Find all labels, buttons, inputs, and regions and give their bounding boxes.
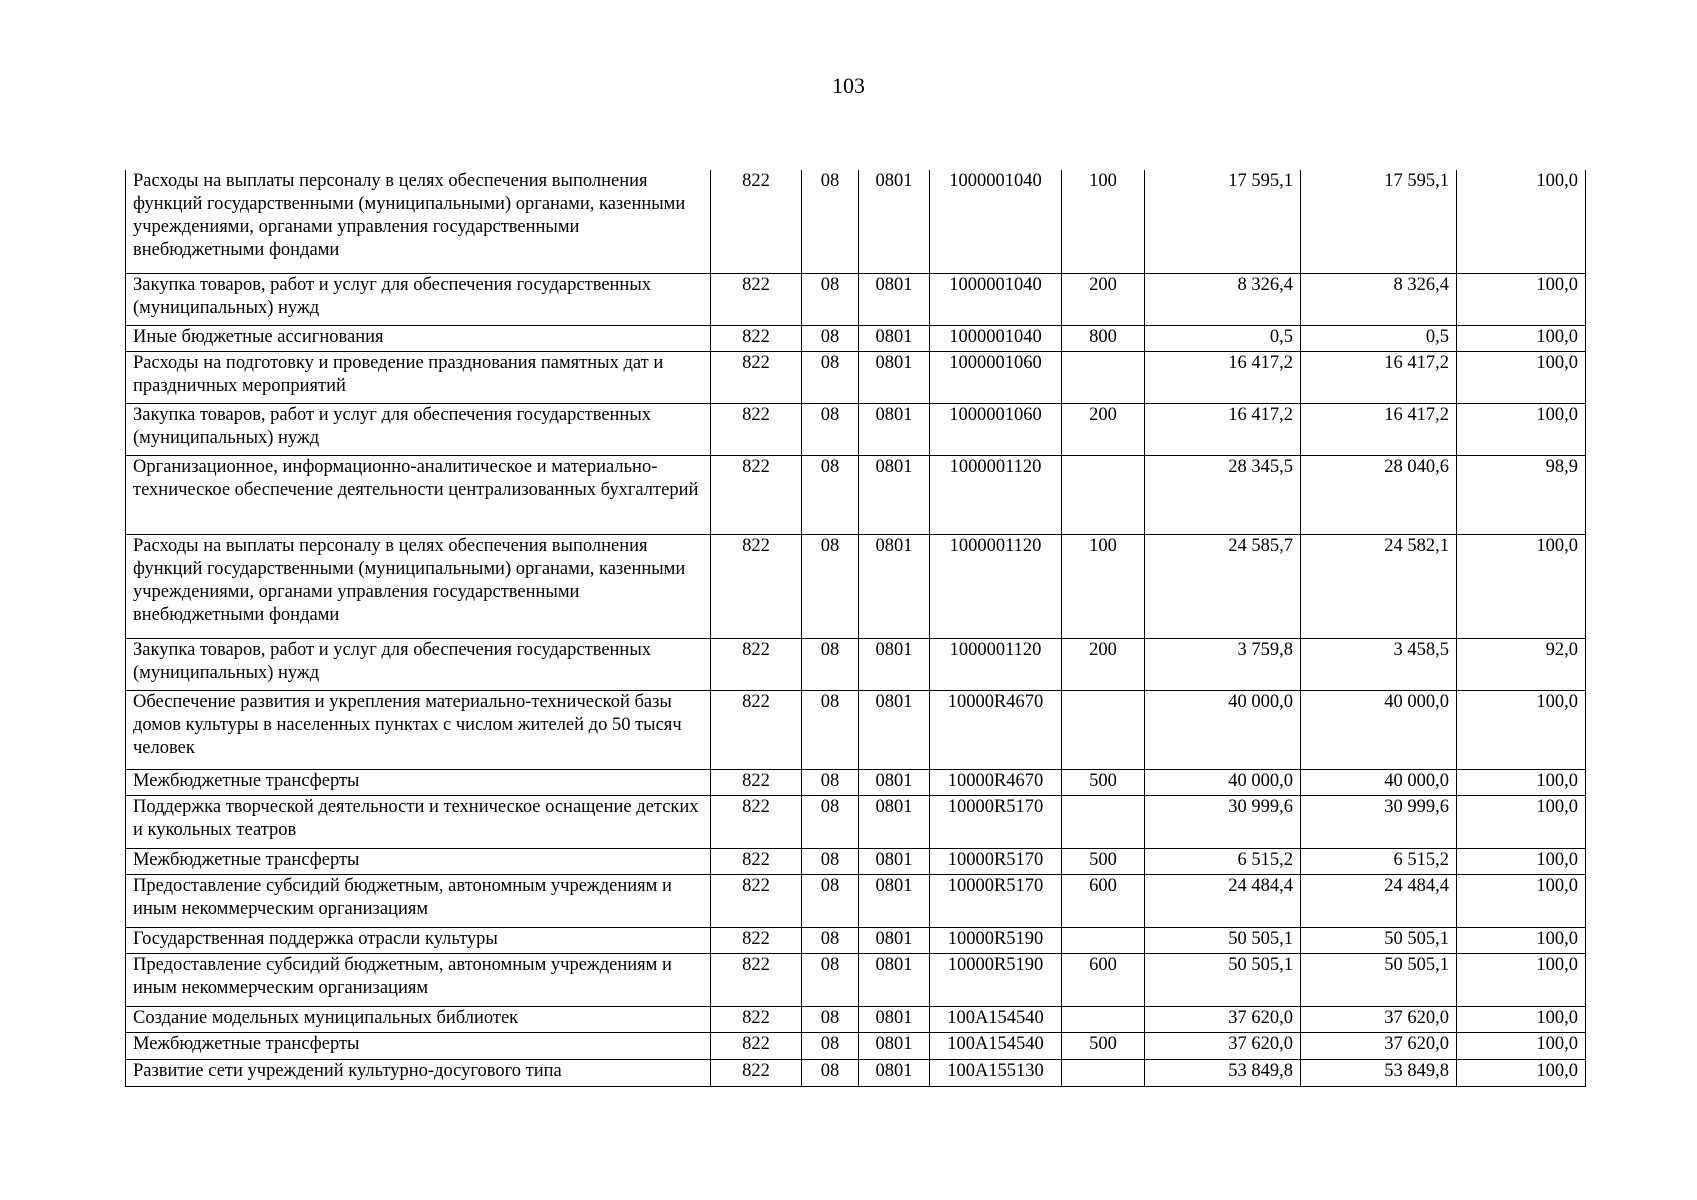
section-code: 08: [802, 795, 859, 848]
section-code: 08: [802, 638, 859, 690]
table-body: [126, 170, 1586, 1086]
section-code: 08: [802, 455, 859, 534]
table-row: [126, 769, 1586, 795]
actual-amount: 24 582,1: [1301, 534, 1457, 638]
subsection-code: 0801: [859, 874, 930, 927]
table-row: [126, 848, 1586, 874]
actual-amount: 6 515,2: [1301, 848, 1457, 874]
grbs-code: 822: [711, 403, 802, 455]
planned-amount: 53 849,8: [1145, 1059, 1301, 1086]
planned-amount: 16 417,2: [1145, 403, 1301, 455]
expense-type-code: 500: [1062, 1032, 1145, 1059]
subsection-code: 0801: [859, 1059, 930, 1086]
subsection-code: 0801: [859, 927, 930, 953]
planned-amount: 37 620,0: [1145, 1006, 1301, 1032]
target-article-code: 100A154540: [930, 1032, 1062, 1059]
execution-percent: 100,0: [1457, 769, 1586, 795]
section-code: 08: [802, 351, 859, 403]
subsection-code: 0801: [859, 1006, 930, 1032]
execution-percent: 100,0: [1457, 927, 1586, 953]
planned-amount: 6 515,2: [1145, 848, 1301, 874]
execution-percent: 100,0: [1457, 403, 1586, 455]
grbs-code: 822: [711, 351, 802, 403]
table-row: [126, 795, 1586, 848]
section-code: 08: [802, 953, 859, 1006]
execution-percent: 100,0: [1457, 170, 1586, 273]
table-row: [126, 1032, 1586, 1059]
table-row: [126, 638, 1586, 690]
grbs-code: 822: [711, 874, 802, 927]
expense-type-code: [1062, 351, 1145, 403]
actual-amount: 50 505,1: [1301, 927, 1457, 953]
row-name: Создание модельных муниципальных библиотек: [126, 1006, 711, 1032]
actual-amount: 53 849,8: [1301, 1059, 1457, 1086]
grbs-code: 822: [711, 769, 802, 795]
expense-type-code: 600: [1062, 953, 1145, 1006]
section-code: 08: [802, 874, 859, 927]
table-row: [126, 690, 1586, 769]
planned-amount: 37 620,0: [1145, 1032, 1301, 1059]
row-name: Расходы на подготовку и проведение празднования памятных дат и праздничных мероприятий: [126, 351, 711, 403]
execution-percent: 100,0: [1457, 534, 1586, 638]
section-code: 08: [802, 170, 859, 273]
planned-amount: 30 999,6: [1145, 795, 1301, 848]
planned-amount: 17 595,1: [1145, 170, 1301, 273]
grbs-code: 822: [711, 534, 802, 638]
target-article-code: 100A154540: [930, 1006, 1062, 1032]
subsection-code: 0801: [859, 795, 930, 848]
actual-amount: 8 326,4: [1301, 273, 1457, 325]
execution-percent: 100,0: [1457, 953, 1586, 1006]
target-article-code: 10000R4670: [930, 690, 1062, 769]
grbs-code: 822: [711, 1059, 802, 1086]
row-name: Развитие сети учреждений культурно-досугового типа: [126, 1059, 711, 1086]
actual-amount: 37 620,0: [1301, 1032, 1457, 1059]
row-name: Расходы на выплаты персоналу в целях обеспечения выполнения функций государственными (муниципальными) органами, казенными учреждениями, органами управления государственными внебюджетными фондами: [126, 170, 711, 273]
subsection-code: 0801: [859, 325, 930, 351]
target-article-code: 10000R5170: [930, 848, 1062, 874]
subsection-code: 0801: [859, 1032, 930, 1059]
planned-amount: 24 585,7: [1145, 534, 1301, 638]
row-name: Предоставление субсидий бюджетным, автономным учреждениям и иным некоммерческим организациям: [126, 874, 711, 927]
expense-type-code: 500: [1062, 848, 1145, 874]
subsection-code: 0801: [859, 953, 930, 1006]
planned-amount: 28 345,5: [1145, 455, 1301, 534]
section-code: 08: [802, 534, 859, 638]
planned-amount: 40 000,0: [1145, 690, 1301, 769]
execution-percent: 100,0: [1457, 848, 1586, 874]
target-article-code: 10000R4670: [930, 769, 1062, 795]
planned-amount: 40 000,0: [1145, 769, 1301, 795]
grbs-code: 822: [711, 325, 802, 351]
target-article-code: 10000R5190: [930, 953, 1062, 1006]
grbs-code: 822: [711, 848, 802, 874]
budget-table: [125, 170, 1586, 1087]
grbs-code: 822: [711, 953, 802, 1006]
actual-amount: 28 040,6: [1301, 455, 1457, 534]
target-article-code: 1000001060: [930, 351, 1062, 403]
subsection-code: 0801: [859, 769, 930, 795]
subsection-code: 0801: [859, 534, 930, 638]
planned-amount: 16 417,2: [1145, 351, 1301, 403]
table-row: [126, 874, 1586, 927]
expense-type-code: 200: [1062, 638, 1145, 690]
execution-percent: 100,0: [1457, 351, 1586, 403]
page-number: 103: [832, 73, 865, 98]
row-name: Поддержка творческой деятельности и техническое оснащение детских и кукольных театров: [126, 795, 711, 848]
row-name: Закупка товаров, работ и услуг для обеспечения государственных (муниципальных) нужд: [126, 638, 711, 690]
grbs-code: 822: [711, 1006, 802, 1032]
row-name: Предоставление субсидий бюджетным, автономным учреждениям и иным некоммерческим организациям: [126, 953, 711, 1006]
expense-type-code: 200: [1062, 403, 1145, 455]
table-row: [126, 170, 1586, 273]
section-code: 08: [802, 848, 859, 874]
grbs-code: 822: [711, 690, 802, 769]
section-code: 08: [802, 1059, 859, 1086]
subsection-code: 0801: [859, 273, 930, 325]
table-row: [126, 953, 1586, 1006]
section-code: 08: [802, 927, 859, 953]
actual-amount: 50 505,1: [1301, 953, 1457, 1006]
expense-type-code: [1062, 1006, 1145, 1032]
expense-type-code: [1062, 690, 1145, 769]
table-row: [126, 273, 1586, 325]
expense-type-code: 600: [1062, 874, 1145, 927]
subsection-code: 0801: [859, 638, 930, 690]
actual-amount: 30 999,6: [1301, 795, 1457, 848]
actual-amount: 16 417,2: [1301, 403, 1457, 455]
target-article-code: 1000001060: [930, 403, 1062, 455]
table-row: [126, 403, 1586, 455]
section-code: 08: [802, 325, 859, 351]
planned-amount: 3 759,8: [1145, 638, 1301, 690]
section-code: 08: [802, 273, 859, 325]
target-article-code: 1000001040: [930, 273, 1062, 325]
expense-type-code: [1062, 927, 1145, 953]
execution-percent: 100,0: [1457, 795, 1586, 848]
table-row: [126, 351, 1586, 403]
actual-amount: 0,5: [1301, 325, 1457, 351]
execution-percent: 100,0: [1457, 325, 1586, 351]
execution-percent: 100,0: [1457, 273, 1586, 325]
expense-type-code: 200: [1062, 273, 1145, 325]
row-name: Государственная поддержка отрасли культуры: [126, 927, 711, 953]
row-name: Закупка товаров, работ и услуг для обеспечения государственных (муниципальных) нужд: [126, 403, 711, 455]
target-article-code: 10000R5170: [930, 795, 1062, 848]
row-name: Иные бюджетные ассигнования: [126, 325, 711, 351]
planned-amount: 8 326,4: [1145, 273, 1301, 325]
table-row: [126, 927, 1586, 953]
planned-amount: 0,5: [1145, 325, 1301, 351]
actual-amount: 3 458,5: [1301, 638, 1457, 690]
execution-percent: 92,0: [1457, 638, 1586, 690]
expense-type-code: [1062, 455, 1145, 534]
grbs-code: 822: [711, 455, 802, 534]
execution-percent: 98,9: [1457, 455, 1586, 534]
target-article-code: 10000R5170: [930, 874, 1062, 927]
target-article-code: 1000001040: [930, 170, 1062, 273]
execution-percent: 100,0: [1457, 1006, 1586, 1032]
expense-type-code: 800: [1062, 325, 1145, 351]
expense-type-code: 100: [1062, 170, 1145, 273]
planned-amount: 24 484,4: [1145, 874, 1301, 927]
grbs-code: 822: [711, 1032, 802, 1059]
grbs-code: 822: [711, 170, 802, 273]
section-code: 08: [802, 1006, 859, 1032]
target-article-code: 1000001120: [930, 534, 1062, 638]
subsection-code: 0801: [859, 351, 930, 403]
subsection-code: 0801: [859, 170, 930, 273]
grbs-code: 822: [711, 927, 802, 953]
target-article-code: 10000R5190: [930, 927, 1062, 953]
table-row: [126, 534, 1586, 638]
execution-percent: 100,0: [1457, 1032, 1586, 1059]
grbs-code: 822: [711, 795, 802, 848]
subsection-code: 0801: [859, 690, 930, 769]
target-article-code: 1000001040: [930, 325, 1062, 351]
row-name: Межбюджетные трансферты: [126, 1032, 711, 1059]
section-code: 08: [802, 1032, 859, 1059]
table-row: [126, 1059, 1586, 1086]
expense-type-code: [1062, 1059, 1145, 1086]
planned-amount: 50 505,1: [1145, 927, 1301, 953]
section-code: 08: [802, 690, 859, 769]
subsection-code: 0801: [859, 455, 930, 534]
section-code: 08: [802, 769, 859, 795]
section-code: 08: [802, 403, 859, 455]
grbs-code: 822: [711, 273, 802, 325]
expense-type-code: 100: [1062, 534, 1145, 638]
grbs-code: 822: [711, 638, 802, 690]
table-row: [126, 325, 1586, 351]
row-name: Закупка товаров, работ и услуг для обеспечения государственных (муниципальных) нужд: [126, 273, 711, 325]
expense-type-code: 500: [1062, 769, 1145, 795]
table-row: [126, 455, 1586, 534]
actual-amount: 40 000,0: [1301, 769, 1457, 795]
row-name: Обеспечение развития и укрепления материально-технической базы домов культуры в населенных пунктах с числом жителей до 50 тысяч человек: [126, 690, 711, 769]
target-article-code: 1000001120: [930, 638, 1062, 690]
execution-percent: 100,0: [1457, 1059, 1586, 1086]
actual-amount: 37 620,0: [1301, 1006, 1457, 1032]
actual-amount: 24 484,4: [1301, 874, 1457, 927]
execution-percent: 100,0: [1457, 874, 1586, 927]
target-article-code: 1000001120: [930, 455, 1062, 534]
actual-amount: 40 000,0: [1301, 690, 1457, 769]
expense-type-code: [1062, 795, 1145, 848]
execution-percent: 100,0: [1457, 690, 1586, 769]
subsection-code: 0801: [859, 848, 930, 874]
planned-amount: 50 505,1: [1145, 953, 1301, 1006]
row-name: Расходы на выплаты персоналу в целях обеспечения выполнения функций государственными (муниципальными) органами, казенными учреждениями, органами управления государственными внебюджетными фондами: [126, 534, 711, 638]
actual-amount: 17 595,1: [1301, 170, 1457, 273]
actual-amount: 16 417,2: [1301, 351, 1457, 403]
target-article-code: 100A155130: [930, 1059, 1062, 1086]
subsection-code: 0801: [859, 403, 930, 455]
row-name: Межбюджетные трансферты: [126, 848, 711, 874]
row-name: Межбюджетные трансферты: [126, 769, 711, 795]
table-row: [126, 1006, 1586, 1032]
row-name: Организационное, информационно-аналитическое и материально-техническое обеспечение деятельности централизованных бухгалтерий: [126, 455, 711, 534]
